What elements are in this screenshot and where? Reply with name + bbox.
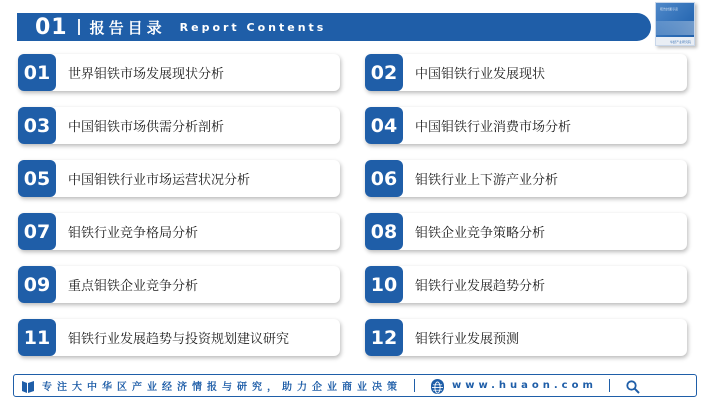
header-divider (78, 19, 80, 35)
cover-title: 报告封面示意 (660, 7, 679, 11)
logo-icon (22, 379, 34, 393)
toc-number: 12 (365, 319, 403, 356)
toc-item-08[interactable] (365, 213, 687, 250)
toc-number: 03 (18, 107, 56, 144)
toc-item-11[interactable] (18, 319, 340, 356)
footer-bar (13, 374, 697, 397)
cover-stripe (656, 21, 694, 35)
search-icon[interactable] (626, 379, 640, 393)
section-header (17, 13, 651, 41)
toc-item-01[interactable] (18, 54, 340, 91)
toc-label: 中国钼铁行业市场运营状况分析 (68, 173, 251, 188)
toc-item-04[interactable] (365, 107, 687, 144)
toc-label: 重点钼铁企业竞争分析 (68, 279, 199, 294)
toc-label: 中国钼铁市场供需分析剖析 (68, 120, 225, 135)
report-cover-thumbnail (655, 2, 695, 46)
toc-item-10[interactable] (365, 266, 687, 303)
website-link[interactable]: www.huaon.com (452, 380, 597, 391)
globe-icon (431, 379, 444, 392)
toc-item-07[interactable] (18, 213, 340, 250)
toc-number: 01 (18, 54, 56, 91)
section-title: 报告目录 (89, 18, 166, 37)
toc-label: 中国钼铁行业消费市场分析 (415, 120, 572, 135)
toc-label: 钼铁行业上下游产业分析 (415, 173, 559, 188)
toc-number: 11 (18, 319, 56, 356)
toc-number: 02 (365, 54, 403, 91)
section-number: 01 (35, 14, 68, 40)
toc-label: 钼铁企业竞争策略分析 (415, 226, 546, 241)
toc-item-12[interactable] (365, 319, 687, 356)
toc-number: 10 (365, 266, 403, 303)
toc-label: 世界钼铁市场发展现状分析 (68, 67, 225, 82)
toc-label: 钼铁行业发展趋势分析 (415, 279, 546, 294)
toc-number: 07 (18, 213, 56, 250)
toc-item-06[interactable] (365, 160, 687, 197)
toc-number: 06 (365, 160, 403, 197)
footer-divider (609, 379, 610, 392)
toc-label: 中国钼铁行业发展现状 (415, 67, 546, 82)
toc-label: 钼铁行业发展预测 (415, 332, 520, 347)
toc-number: 04 (365, 107, 403, 144)
toc-item-05[interactable] (18, 160, 340, 197)
section-subtitle: Report Contents (179, 20, 327, 34)
toc-item-09[interactable] (18, 266, 340, 303)
footer-divider (414, 379, 415, 392)
toc-label: 钼铁行业竞争格局分析 (68, 226, 199, 241)
toc-number: 08 (365, 213, 403, 250)
cover-publisher: 华经产业研究院 (669, 40, 691, 44)
footer-slogan: 专注大中华区产业经济情报与研究，助力企业商业决策 (42, 382, 402, 393)
toc-number: 09 (18, 266, 56, 303)
toc-item-03[interactable] (18, 107, 340, 144)
toc-label: 钼铁行业发展趋势与投资规划建议研究 (68, 332, 290, 347)
toc-item-02[interactable] (365, 54, 687, 91)
toc-number: 05 (18, 160, 56, 197)
